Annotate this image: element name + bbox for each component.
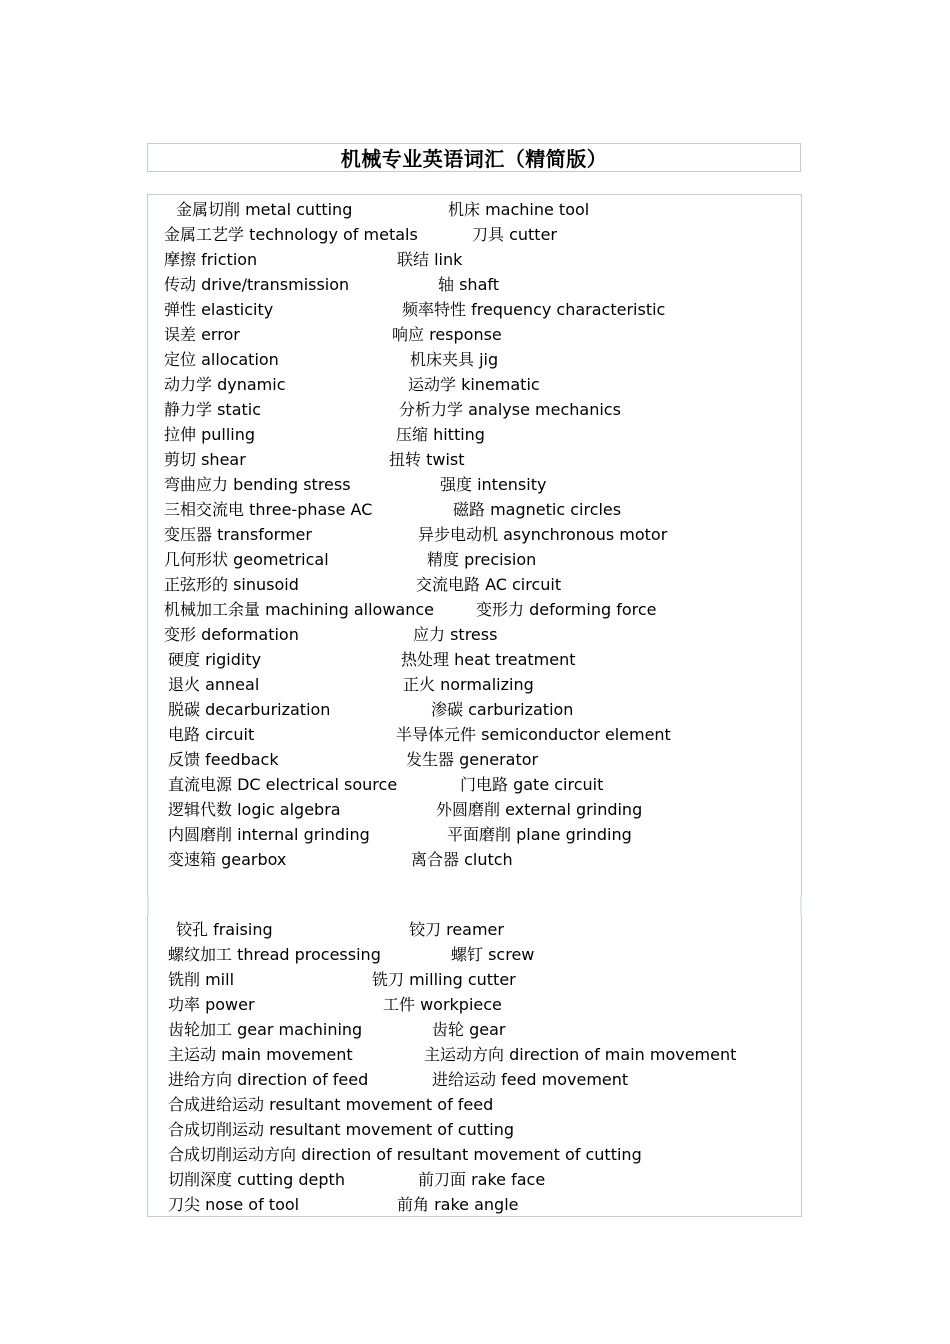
vocab-term-left: 内圆磨削 internal grinding	[168, 825, 370, 844]
vocab-row	[148, 1043, 801, 1067]
vocab-term-right: 压缩 hitting	[396, 425, 485, 444]
vocab-row	[148, 773, 801, 797]
vocab-row	[148, 673, 801, 697]
vocab-row	[148, 498, 801, 522]
vocab-term-left: 三相交流电 three-phase AC	[164, 500, 373, 519]
vocab-row	[148, 648, 801, 672]
vocab-row	[148, 723, 801, 747]
vocab-term-right: 交流电路 AC circuit	[416, 575, 562, 594]
vocab-term-right: 强度 intensity	[440, 475, 547, 494]
vocab-term-left: 定位 allocation	[164, 350, 279, 369]
vocab-row	[148, 348, 801, 372]
vocab-row	[148, 748, 801, 772]
vocab-term-left: 合成切削运动 resultant movement of cutting	[168, 1120, 515, 1139]
vocab-row	[148, 1068, 801, 1092]
vocab-term-right: 工件 workpiece	[383, 995, 502, 1014]
vocab-row	[148, 273, 801, 297]
vocab-term-left: 弹性 elasticity	[164, 300, 274, 319]
vocab-term-right: 前角 rake angle	[397, 1195, 519, 1214]
vocab-term-right: 外圆磨削 external grinding	[436, 800, 643, 819]
vocab-term-left: 功率 power	[168, 995, 255, 1014]
vocab-term-left: 电路 circuit	[168, 725, 255, 744]
vocab-term-right: 铰刀 reamer	[409, 920, 504, 939]
page-title: 机械专业英语词汇（精简版）	[340, 147, 608, 171]
vocab-term-right: 变形力 deforming force	[476, 600, 657, 619]
vocab-row	[148, 298, 801, 322]
vocab-term-right: 扭转 twist	[389, 450, 465, 469]
vocab-row	[148, 548, 801, 572]
vocab-term-right: 正火 normalizing	[403, 675, 534, 694]
vocab-row	[148, 1193, 801, 1217]
vocab-term-left: 金属工艺学 technology of metals	[164, 225, 418, 244]
vocab-term-left: 合成切削运动方向 direction of resultant movement of cutting	[168, 1145, 642, 1164]
vocab-term-right: 平面磨削 plane grinding	[447, 825, 632, 844]
vocab-term-left: 变压器 transformer	[164, 525, 312, 544]
vocab-term-left: 动力学 dynamic	[164, 375, 286, 394]
vocab-term-left: 正弦形的 sinusoid	[164, 575, 299, 594]
vocab-row	[148, 623, 801, 647]
vocab-row	[148, 198, 801, 222]
vocab-term-left: 直流电源 DC electrical source	[168, 775, 398, 794]
vocab-term-left: 误差 error	[164, 325, 240, 344]
vocab-term-left: 齿轮加工 gear machining	[168, 1020, 363, 1039]
vocab-row	[148, 848, 801, 872]
vocab-term-right: 螺钉 screw	[451, 945, 535, 964]
vocab-term-left: 切削深度 cutting depth	[168, 1170, 345, 1189]
vocab-term-left: 硬度 rigidity	[168, 650, 262, 669]
vocab-term-right: 前刀面 rake face	[418, 1170, 546, 1189]
vocab-term-left: 退火 anneal	[168, 675, 260, 694]
vocab-term-left: 刀尖 nose of tool	[168, 1195, 300, 1214]
vocab-row	[148, 823, 801, 847]
vocab-row	[148, 1093, 801, 1117]
vocab-term-left: 铣削 mill	[168, 970, 235, 989]
vocab-term-right: 离合器 clutch	[411, 850, 513, 869]
vocab-term-right: 齿轮 gear	[432, 1020, 506, 1039]
vocab-term-right: 刀具 cutter	[472, 225, 557, 244]
vocab-term-right: 门电路 gate circuit	[460, 775, 604, 794]
vocab-row	[148, 473, 801, 497]
vocab-term-left: 变速箱 gearbox	[168, 850, 287, 869]
vocab-term-left: 金属切削 metal cutting	[176, 200, 353, 219]
vocab-term-right: 进给运动 feed movement	[432, 1070, 629, 1089]
vocab-term-left: 剪切 shear	[164, 450, 246, 469]
vocab-term-right: 发生器 generator	[406, 750, 539, 769]
vocab-row	[148, 698, 801, 722]
vocab-row	[148, 423, 801, 447]
vocab-term-left: 拉伸 pulling	[164, 425, 256, 444]
vocab-term-left: 几何形状 geometrical	[164, 550, 329, 569]
vocab-row	[148, 248, 801, 272]
vocab-row	[148, 523, 801, 547]
vocab-term-right: 渗碳 carburization	[431, 700, 574, 719]
vocab-row	[148, 943, 801, 967]
vocab-row	[148, 448, 801, 472]
vocab-row	[148, 1018, 801, 1042]
right-border-mark	[800, 896, 802, 916]
vocab-term-left: 变形 deformation	[164, 625, 299, 644]
vocab-term-right: 磁路 magnetic circles	[453, 500, 622, 519]
vocab-row	[148, 598, 801, 622]
vocab-term-right: 应力 stress	[413, 625, 498, 644]
vocab-term-left: 摩擦 friction	[164, 250, 258, 269]
vocab-term-left: 逻辑代数 logic algebra	[168, 800, 341, 819]
vocab-term-right: 异步电动机 asynchronous motor	[418, 525, 668, 544]
vocab-row	[148, 1118, 801, 1142]
vocab-term-right: 半导体元件 semiconductor element	[396, 725, 671, 744]
vocab-row	[148, 798, 801, 822]
vocab-row	[148, 323, 801, 347]
vocab-term-left: 静力学 static	[164, 400, 262, 419]
left-border-mark	[147, 896, 149, 916]
title-box	[147, 143, 801, 172]
vocab-term-right: 频率特性 frequency characteristic	[402, 300, 666, 319]
vocab-row	[148, 918, 801, 942]
vocab-term-left: 合成进给运动 resultant movement of feed	[168, 1095, 494, 1114]
vocab-term-right: 机床 machine tool	[448, 200, 590, 219]
vocab-term-right: 热处理 heat treatment	[401, 650, 576, 669]
vocab-row	[148, 993, 801, 1017]
vocab-term-left: 机械加工余量 machining allowance	[164, 600, 434, 619]
vocab-term-right: 分析力学 analyse mechanics	[399, 400, 621, 419]
vocab-term-right: 机床夹具 jig	[410, 350, 499, 369]
vocab-term-right: 联结 link	[397, 250, 463, 269]
vocab-term-left: 脱碳 decarburization	[168, 700, 331, 719]
vocab-row	[148, 1168, 801, 1192]
vocab-term-right: 响应 response	[392, 325, 502, 344]
vocab-term-left: 进给方向 direction of feed	[168, 1070, 369, 1089]
vocab-term-left: 反馈 feedback	[168, 750, 279, 769]
vocabulary-list	[147, 194, 802, 1217]
vocab-term-right: 精度 precision	[427, 550, 537, 569]
vocab-term-right: 轴 shaft	[438, 275, 499, 294]
vocab-term-left: 主运动 main movement	[168, 1045, 353, 1064]
vocab-term-left: 铰孔 fraising	[176, 920, 273, 939]
vocab-term-right: 主运动方向 direction of main movement	[424, 1045, 737, 1064]
vocab-row	[148, 223, 801, 247]
vocab-row	[148, 573, 801, 597]
vocab-term-left: 弯曲应力 bending stress	[164, 475, 351, 494]
vocab-term-left: 螺纹加工 thread processing	[168, 945, 381, 964]
vocab-term-right: 运动学 kinematic	[408, 375, 540, 394]
vocab-term-right: 铣刀 milling cutter	[372, 970, 516, 989]
vocab-row	[148, 1143, 801, 1167]
vocab-row	[148, 968, 801, 992]
vocab-term-left: 传动 drive/transmission	[164, 275, 350, 294]
vocab-row	[148, 373, 801, 397]
vocab-row	[148, 398, 801, 422]
